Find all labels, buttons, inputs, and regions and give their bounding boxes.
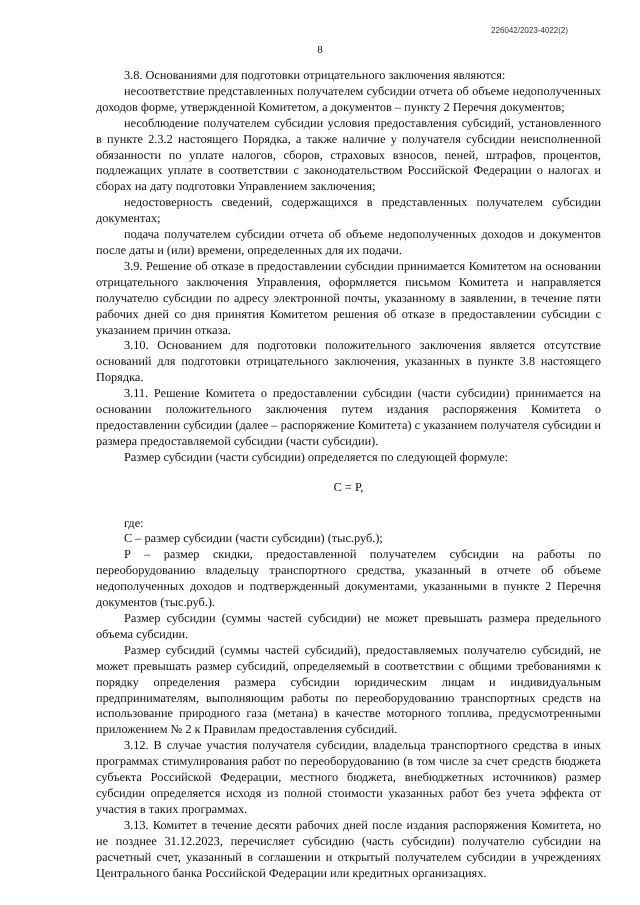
paragraph-3-13: 3.13. Комитет в течение десяти рабочих дней после издания распоряжения Комитета, но не позднее 31.12.2023, перечисляет субсидию (часть субсидии) получателю субсидии на расчетный счет, указанный в соглашении и открытый получателем субсидии в учреждениях Центрального банка Российской Федерации или кредитных организациях. [96, 817, 601, 880]
paragraph-where: где: [124, 515, 144, 530]
paragraph-inaccuracy: недостоверность сведений, содержащихся в представленных получателем субсидии документах; [96, 195, 601, 226]
paragraph-3-11: 3.11. Решение Комитета о предоставлении субсидии (части субсидии) принимается на основании положительного заключения путем издания распоряжения Комитета о предоставлении субсидии (далее – распоряжение Комитета) с указанием получателя субсидии и размера предоставляемой субсидии (части субсидии). [96, 386, 601, 448]
paragraph-p-definition: Р – размер скидки, предоставленной получателем субсидии на работы по переоборудованию владельцу транспортного средства, указанный в отчете об объеме недополученных доходов и подтвержденный документами, указанными в пункте 2 Перечня документов (тыс.руб.). [96, 547, 601, 610]
formula: С = Р, [333, 479, 364, 494]
document-number: 226042/2023-4022(2) [491, 26, 568, 35]
paragraph-mismatch: несоответствие представленных получателем субсидии отчета об объеме недополученных доходов форме, утвержденной Комитетом, а документов – пункту 2 Перечня документов; [96, 83, 601, 114]
paragraph-3-9: 3.9. Решение об отказе в предоставлении субсидии принимается Комитетом на основании отрицательного заключения Управления, оформляется письмом Комитета и направляется получателю субсидии по адресу электронной почты, указанному в заявлении, в течение пяти рабочих дней со дня принятия Комитетом решения об отказе в предоставлении субсидии с указанием причин отказа. [96, 258, 601, 337]
paragraph-limit: Размер субсидии (суммы частей субсидии) не может превышать размера предельного объема субсидии. [96, 611, 601, 641]
paragraph-max-size: Размер субсидий (суммы частей субсидий), предоставляемых получателю субсидий, не может превышать размер субсидий, определяемый в соответствии с общими требованиями к порядку определения размера субсидии юридическим лицам и индивидуальным предпринимателям, выполняющим работы по переоборудованию транспортных средств на использование природного газа (метана) в качестве моторного топлива, предусмотренными приложением № 2 к Правилам предоставления субсидий. [96, 642, 601, 737]
paragraph-3-10: 3.10. Основанием для подготовки положительного заключения является отсутствие оснований для подготовки отрицательного заключения, указанных в пункте 3.8 настоящего Порядка. [96, 338, 601, 385]
paragraph-formula-intro: Размер субсидии (части субсидии) определяется по следующей формуле: [124, 449, 509, 464]
paragraph-3-8: 3.8. Основаниями для подготовки отрицательного заключения являются: [124, 68, 506, 82]
page-number: 8 [317, 44, 323, 56]
document-body [96, 68, 601, 881]
paragraph-late-submission: подача получателем субсидии отчета об объеме недополученных доходов и документов после даты и (или) времени, определенных для их подачи. [96, 227, 601, 257]
paragraph-noncompliance: несоблюдение получателем субсидии условия предоставления субсидий, установленного в пункте 2.3.2 настоящего Порядка, а также наличие у получателя субсидии неисполненной обязанности по уплате налогов, сборов, страховых взносов, пеней, штрафов, процентов, подлежащих уплате в соответствии с законодательством Российской Федерации о налогах и сборах на дату подготовки Управлением заключения; [96, 115, 601, 194]
paragraph-3-12: 3.12. В случае участия получателя субсидии, владельца транспортного средства в иных программах стимулирования работ по переоборудованию (в том числе за счет средств бюджета субъекта Российской Федерации, местного бюджета, внебюджетных источников) размер субсидии определяется исходя из полной стоимости указанных работ без учета эффекта от участия в таких программах. [96, 738, 601, 816]
paragraph-c-definition: С – размер субсидии (части субсидии) (тыс.руб.); [124, 531, 383, 546]
